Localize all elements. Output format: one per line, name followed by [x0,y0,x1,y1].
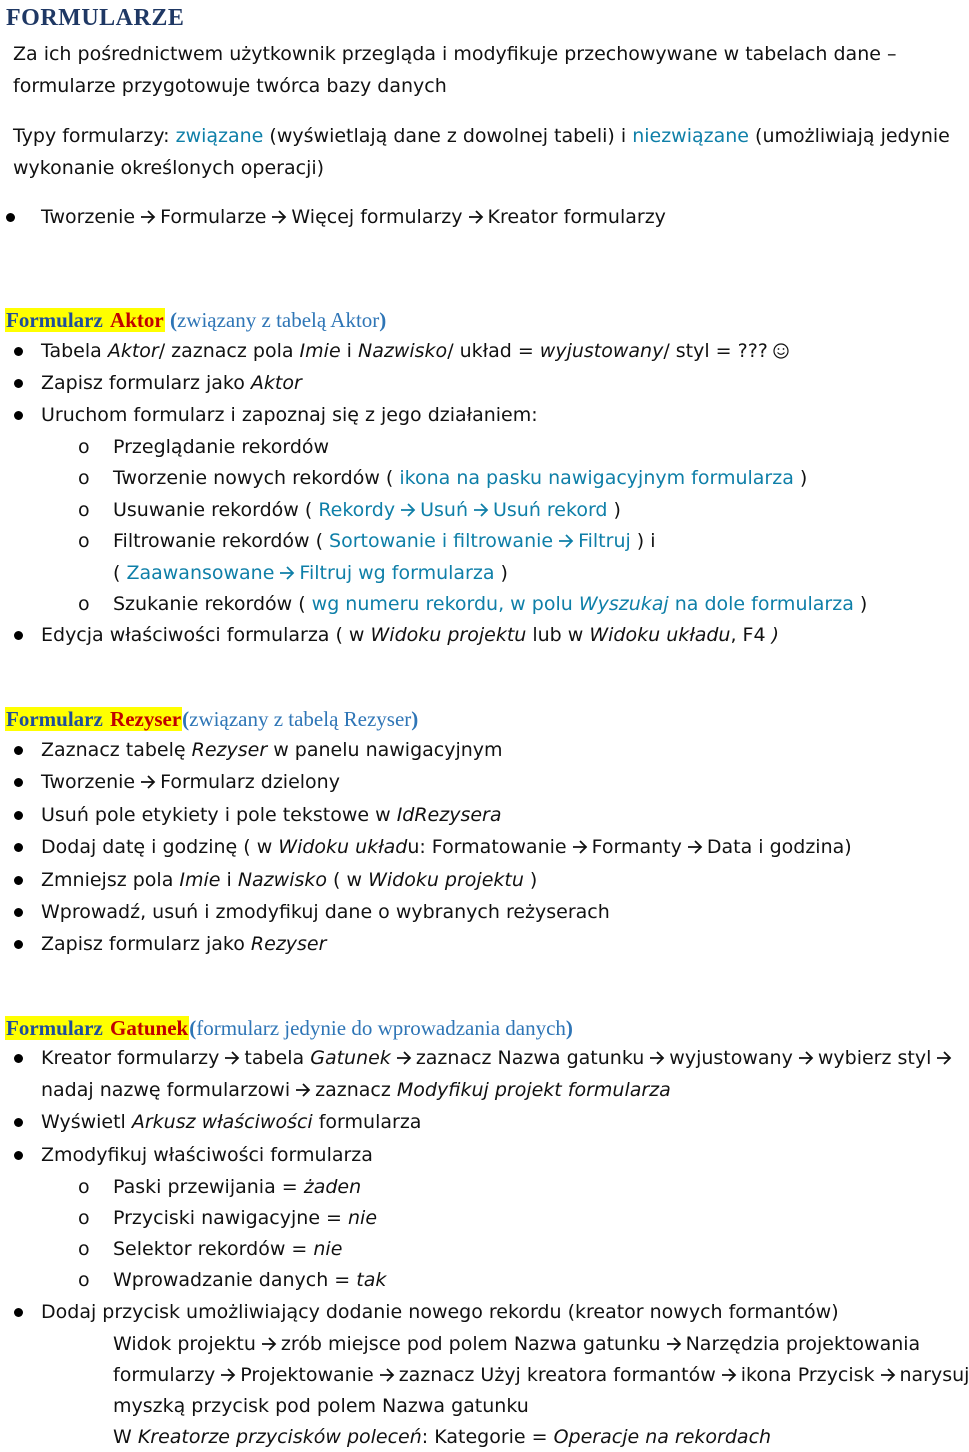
bullet-icon [14,1054,23,1063]
text: Sortowanie i filtrowanie [329,530,554,552]
circle-bullet-icon: o [78,593,90,615]
bullet-icon [14,1151,23,1160]
heading-name: Rezyser [110,707,182,731]
arrow-right-icon [473,502,489,518]
text: na dole formularza [668,593,854,615]
sub-item [113,592,867,616]
bullet-icon [14,347,23,356]
text: Zaznacz tabelę [41,739,192,761]
text: tak [356,1269,387,1291]
sub-item [113,1268,386,1292]
heading-paren-open: ( [182,707,190,731]
instruction-line [113,1425,771,1449]
bullet-icon [14,908,23,917]
bullet-icon [14,1308,23,1317]
text: Arkusz właściwości [131,1111,313,1133]
heading-prefix: Formularz [6,707,109,731]
text: / zaznacz pola [158,340,300,362]
text: ) [494,562,508,584]
text: Rekordy [318,499,396,521]
bullet-icon [14,843,23,852]
circle-bullet-icon: o [78,530,90,552]
smiley-icon [773,343,789,359]
text: Widoku projektu [370,624,527,646]
list-item: Zmodyfikuj właściwości formularza [41,1144,373,1166]
heading-note: związany z tabelą Aktor [176,308,380,332]
text: Formanty [591,836,682,858]
circle-bullet-icon: o [78,1238,90,1260]
text: Widoku układ [278,836,408,858]
types-end: (umożliwiają jedynie wykonanie określonych operacji) [13,125,950,179]
text: Rezyser [250,933,327,955]
arrow-right-icon [224,1050,240,1066]
arrow-right-icon [279,565,295,581]
list-item [41,803,502,827]
list-item [41,770,340,794]
list-item [41,738,503,762]
text: i [220,869,238,891]
text: nadaj nazwę formularzowi [41,1079,291,1101]
text: : Kategorie = [421,1426,554,1448]
arrow-right-icon [666,1336,682,1352]
instruction-line [113,1332,920,1356]
text: u: Formatowanie [407,836,567,858]
arrow-right-icon [468,209,484,225]
arrow-right-icon [140,774,156,790]
text: Filtruj [578,530,631,552]
text: Gatunek [310,1047,391,1069]
sub-item: Przeglądanie rekordów [113,436,330,458]
types-unbound: niezwiązane [632,125,749,147]
circle-bullet-icon: o [78,499,90,521]
text: zaznacz [315,1079,397,1101]
arrow-right-icon [400,502,416,518]
text: Imie [179,869,221,891]
intro-paragraph: Za ich pośrednictwem użytkownik przegląda i modyfikuje przechowywane w tabelach dane – formularze przygotowuje twórca bazy danych [13,43,897,97]
heading-name: Aktor [110,308,164,332]
types-bound: związane [175,125,264,147]
circle-bullet-icon: o [78,467,90,489]
instruction-line: myszką przycisk pod polem Nazwa gatunku [113,1395,529,1417]
arrow-right-icon [798,1050,814,1066]
arrow-right-icon [261,1336,277,1352]
list-item [41,339,789,363]
sub-item-continuation [113,561,508,585]
section-heading-rezyser [5,705,418,733]
text: wyjustowany [539,340,664,362]
heading-name: Gatunek [110,1016,189,1040]
text: Usuń pole etykiety i pole tekstowe w [41,804,397,826]
circle-bullet-icon: o [78,1207,90,1229]
types-label: Typy formularzy: [13,125,176,147]
text: Nazwisko [237,869,328,891]
text: ) [853,593,868,615]
heading-paren-open: ( [164,308,177,332]
arrow-right-icon [379,1367,395,1383]
sub-item [113,1237,342,1261]
text: wyjustowany [669,1047,793,1069]
text: Rezyser [191,739,268,761]
text: Filtruj wg formularza [299,562,495,584]
sub-item [113,529,656,553]
heading-paren-close: ) [379,308,387,332]
text: Imie [299,340,341,362]
arrow-right-icon [649,1050,665,1066]
text: Nazwisko [358,340,448,362]
text: Modyfikuj projekt formularza [396,1079,671,1101]
bullet-icon [14,631,23,640]
text: lub w [526,624,590,646]
text: Tabela [41,340,108,362]
text: Projektowanie [240,1364,374,1386]
text: Wyszukaj [578,593,669,615]
nav-step: Więcej formularzy [291,206,463,228]
arrow-right-icon [558,533,574,549]
text: formularza [312,1111,422,1133]
sub-item [113,1175,361,1199]
types-mid: (wyświetlają dane z dowolnej tabeli) i [263,125,633,147]
text: Widoku projektu [368,869,524,891]
nav-path [41,205,666,229]
circle-bullet-icon: o [78,1269,90,1291]
sub-item [113,1206,377,1230]
text: ( [113,562,127,584]
text: żaden [303,1176,362,1198]
text: ) [607,499,621,521]
text: nie [348,1207,378,1229]
text: Zapisz formularz jako [41,372,251,394]
bullet-icon [14,379,23,388]
text: wg numeru rekordu, w polu [311,593,579,615]
text: Usuń rekord [492,499,608,521]
arrow-right-icon [687,839,703,855]
text: Tworzenie nowych rekordów ( [113,467,400,489]
text: ikona na pasku nawigacyjnym formularza [399,467,794,489]
heading-prefix: Formularz [6,308,109,332]
sub-item [113,466,807,490]
list-item [41,868,537,892]
text: wybierz styl [817,1047,932,1069]
text: Zaawansowane [126,562,275,584]
text: ) [523,869,538,891]
text: ) i [630,530,656,552]
text: Widok projektu [113,1333,256,1355]
text: zrób miejsce pod polem Nazwa gatunku [280,1333,661,1355]
arrow-right-icon [140,209,156,225]
page-title: FORMULARZE [6,5,185,31]
heading-paren-close: ) [411,707,419,731]
list-item: Uruchom formularz i zapoznaj się z jego działaniem: [41,404,538,426]
types-paragraph [13,120,957,184]
text: w panelu nawigacyjnym [267,739,503,761]
sub-item [113,498,621,522]
text: Wprowadzanie danych = [113,1269,357,1291]
text: W [113,1426,138,1448]
list-item: Dodaj przycisk umożliwiający dodanie nowego rekordu (kreator nowych formantów) [41,1301,839,1323]
bullet-icon [14,811,23,820]
text: ( w [327,869,369,891]
arrow-right-icon [572,839,588,855]
text: formularzy [113,1364,216,1386]
heading-paren-open: ( [189,1016,197,1040]
heading-paren-close: ) [565,1016,573,1040]
list-item [41,1110,421,1134]
bullet-icon [6,213,15,222]
heading-note: związany z tabelą Rezyser [189,707,412,731]
text: Kreatorze przycisków poleceń [137,1426,422,1448]
bullet-icon [14,778,23,787]
nav-step: Formularze [160,206,267,228]
text: ) [771,624,780,646]
section-heading-aktor [5,306,386,334]
text: Szukanie rekordów ( [113,593,312,615]
section-heading-gatunek [5,1014,573,1042]
text: zaznacz Nazwa gatunku [415,1047,645,1069]
heading-prefix: Formularz [6,1016,109,1040]
text: Aktor [250,372,302,394]
text: Narzędzia projektowania [685,1333,921,1355]
text: Dodaj datę i godzinę ( w [41,836,279,858]
bullet-icon [14,876,23,885]
circle-bullet-icon: o [78,1176,90,1198]
bullet-icon [14,1118,23,1127]
text: Przyciski nawigacyjne = [113,1207,349,1229]
heading-note: formularz jedynie do wprowadzania danych [196,1016,566,1040]
list-item [41,835,852,859]
text: ) [793,467,808,489]
arrow-right-icon [721,1367,737,1383]
arrow-right-icon [220,1367,236,1383]
arrow-right-icon [396,1050,412,1066]
text: tabela [244,1047,311,1069]
list-item [41,1046,956,1070]
text: IdRezysera [396,804,502,826]
nav-step: Tworzenie [41,206,136,228]
text: , F4 [730,624,772,646]
text: Selektor rekordów = [113,1238,314,1260]
text: ikona Przycisk [740,1364,875,1386]
list-item [41,932,326,956]
text: Data i godzina) [706,836,852,858]
arrow-right-icon [271,209,287,225]
text: Usuń [420,499,468,521]
text: Zmniejsz pola [41,869,180,891]
text: i [340,340,358,362]
bullet-icon [14,746,23,755]
list-item [41,371,302,395]
text: Zapisz formularz jako [41,933,251,955]
text: Usuwanie rekordów ( [113,499,319,521]
bullet-icon [14,940,23,949]
text: Edycja właściwości formularza ( w [41,624,371,646]
text: Wyświetl [41,1111,132,1133]
text: Formularz dzielony [160,771,340,793]
text: Tworzenie [41,771,136,793]
list-item-continuation [41,1078,671,1102]
list-item: Wprowadź, usuń i zmodyfikuj dane o wybranych reżyserach [41,901,610,923]
text: narysuj [899,1364,969,1386]
circle-bullet-icon: o [78,436,90,458]
arrow-right-icon [295,1082,311,1098]
text: Paski przewijania = [113,1176,304,1198]
arrow-right-icon [880,1367,896,1383]
text: / układ = [447,340,540,362]
text: Widoku układu [589,624,731,646]
instruction-line [113,1363,969,1387]
text: zaznacz Użyj kreatora formantów [398,1364,716,1386]
text: Aktor [107,340,159,362]
bullet-icon [14,411,23,420]
text: / styl = ??? [663,340,768,362]
text: Filtrowanie rekordów ( [113,530,330,552]
list-item [41,623,779,647]
text: Kreator formularzy [41,1047,220,1069]
text: Operacje na rekordach [553,1426,772,1448]
text: nie [313,1238,343,1260]
arrow-right-icon [936,1050,952,1066]
nav-step: Kreator formularzy [487,206,666,228]
